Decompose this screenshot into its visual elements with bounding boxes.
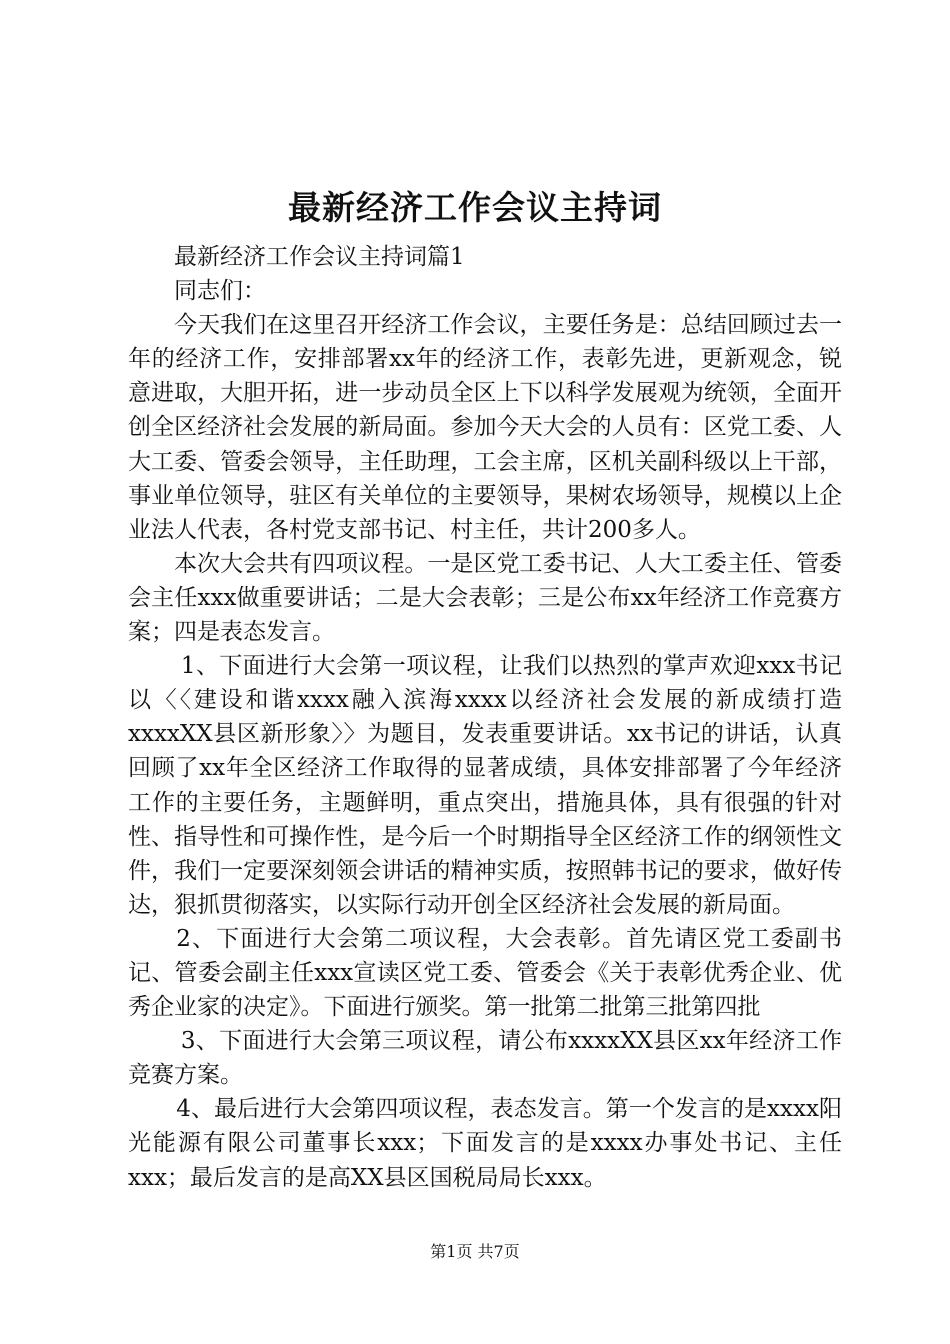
paragraph-item-3: 3、下面进行大会第三项议程，请公布xxxxXX县区xx年经济工作竞赛方案。: [128, 1028, 842, 1089]
paragraph-item-2: 2、下面进行大会第二项议程，大会表彰。首先请区党工委副书记、管委会副主任xxx宣读区党工委、管委会《关于表彰优秀企业、优秀企业家的决定》。下面进行颁奖。第一批第二批第三批第四批: [128, 925, 842, 1021]
document-title: 最新经济工作会议主持词: [288, 188, 662, 227]
document-subtitle: 最新经济工作会议主持词篇1: [174, 244, 465, 270]
salutation: 同志们：: [174, 278, 266, 305]
paragraph-item-1: 1、下面进行大会第一项议程，让我们以热烈的掌声欢迎xxx书记以〈〈建设和谐xxxx融入滨海xxxx以经济社会发展的新成绩打造xxxxXX县区新形象〉〉为题目，发表重要讲话。xx书记的讲话，认真回顾了xx年全区经济工作取得的显著成绩，具体安排部署了今年经济工作的主要任务，主题鲜明，重点突出，措施具体，具有很强的针对性、指导性和可操作性，是今后一个时期指导全区经济工作的纲领性文件，我们一定要深刻领会讲话的精神实质，按照韩书记的要求，做好传达，狠抓贯彻落实，以实际行动开创全区经济社会发展的新局面。: [128, 653, 842, 918]
paragraph-intro: 今天我们在这里召开经济工作会议，主要任务是：总结回顾过去一年的经济工作，安排部署xx年的经济工作，表彰先进，更新观念，锐意进取，大胆开拓，进一步动员全区上下以科学发展观为统领，全面开创全区经济社会发展的新局面。参加今天大会的人员有：区党工委、人大工委、管委会领导，主任助理，工会主席，区机关副科级以上干部，事业单位领导，驻区有关单位的主要领导，果树农场领导，规模以上企业法人代表，各村党支部书记、村主任，共计200多人。: [128, 312, 842, 543]
paragraph-agenda: 本次大会共有四项议程。一是区党工委书记、人大工委主任、管委会主任xxx做重要讲话；二是大会表彰；三是公布xx年经济工作竞赛方案；四是表态发言。: [128, 550, 842, 646]
document-body: [128, 240, 842, 1195]
paragraph-item-4: 4、最后进行大会第四项议程，表态发言。第一个发言的是xxxx阳光能源有限公司董事长xxx；下面发言的是xxxx办事处书记、主任xxx；最后发言的是高XX县区国税局局长xxx。: [128, 1096, 842, 1191]
page-footer: 第1页 共7页: [430, 1242, 520, 1261]
